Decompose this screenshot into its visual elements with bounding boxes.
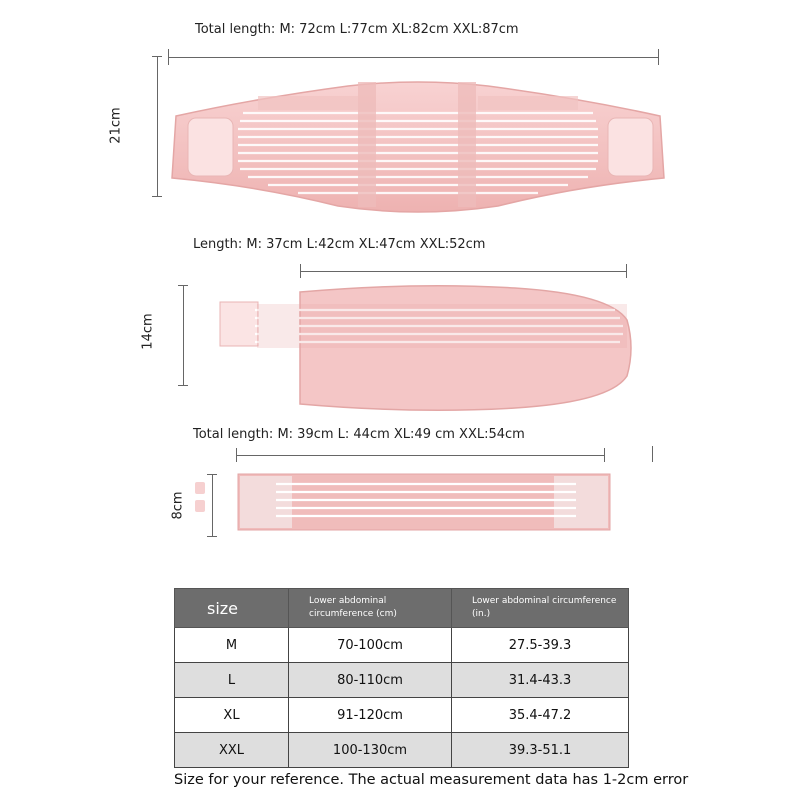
belt1-image xyxy=(168,68,668,218)
table-row xyxy=(175,698,629,733)
belt1-length-label: Total length: M: 72cm L:77cm XL:82cm XXL:87cm xyxy=(195,22,519,37)
table-header-size: size xyxy=(175,589,289,628)
belt2-height-tick-bottom xyxy=(178,385,188,386)
table-cell-size: XXL xyxy=(175,733,289,768)
belt3-height-line xyxy=(212,474,213,536)
belt3-height-tick-bottom xyxy=(207,536,217,537)
belt1-height-line xyxy=(157,56,158,196)
table-header-cm: Lower abdominal circumference (cm) xyxy=(289,589,452,628)
table-cell-size: L xyxy=(175,663,289,698)
belt3-height-tick-top xyxy=(207,474,217,475)
table-cell-cm: 100-130cm xyxy=(289,733,452,768)
table-row xyxy=(175,628,629,663)
belt2-length-tick-left xyxy=(300,264,301,278)
belt3-length-tick-right xyxy=(604,448,605,462)
belt2-length-line xyxy=(300,271,626,272)
belt3-length-tick-left xyxy=(236,448,237,462)
table-header-in: Lower abdominal circumference (in.) xyxy=(452,589,629,628)
belt3-image xyxy=(236,470,612,534)
belt2-length-tick-right xyxy=(626,264,627,278)
belt1-length-tick-left xyxy=(168,49,169,65)
belt3-length-label: Total length: M: 39cm L: 44cm XL:49 cm XXL:54cm xyxy=(193,427,525,442)
table-cell-in: 31.4-43.3 xyxy=(452,663,629,698)
table-cell-size: M xyxy=(175,628,289,663)
belt2-height-line xyxy=(183,285,184,385)
belt2-height-tick-top xyxy=(178,285,188,286)
table-cell-size: XL xyxy=(175,698,289,733)
size-table xyxy=(174,588,629,768)
footer-note: Size for your reference. The actual measurement data has 1-2cm error xyxy=(174,772,689,788)
hook-clip-image xyxy=(192,478,210,518)
belt1-height-tick-top xyxy=(152,56,162,57)
belt2-image xyxy=(215,280,635,415)
table-cell-in: 35.4-47.2 xyxy=(452,698,629,733)
belt1-height-tick-bottom xyxy=(152,196,162,197)
table-header-row xyxy=(175,589,629,628)
table-cell-in: 27.5-39.3 xyxy=(452,628,629,663)
belt1-length-tick-right xyxy=(658,49,659,65)
belt1-height-label: 21cm xyxy=(108,107,124,144)
table-cell-cm: 91-120cm xyxy=(289,698,452,733)
table-cell-cm: 70-100cm xyxy=(289,628,452,663)
table-cell-in: 39.3-51.1 xyxy=(452,733,629,768)
table-row xyxy=(175,733,629,768)
belt2-height-label: 14cm xyxy=(140,313,156,350)
belt1-length-line xyxy=(168,57,658,58)
stray-tick xyxy=(652,446,653,462)
table-row xyxy=(175,663,629,698)
belt3-length-line xyxy=(236,455,604,456)
belt3-height-label: 8cm xyxy=(170,491,186,520)
table-cell-cm: 80-110cm xyxy=(289,663,452,698)
belt2-length-label: Length: M: 37cm L:42cm XL:47cm XXL:52cm xyxy=(193,237,486,252)
